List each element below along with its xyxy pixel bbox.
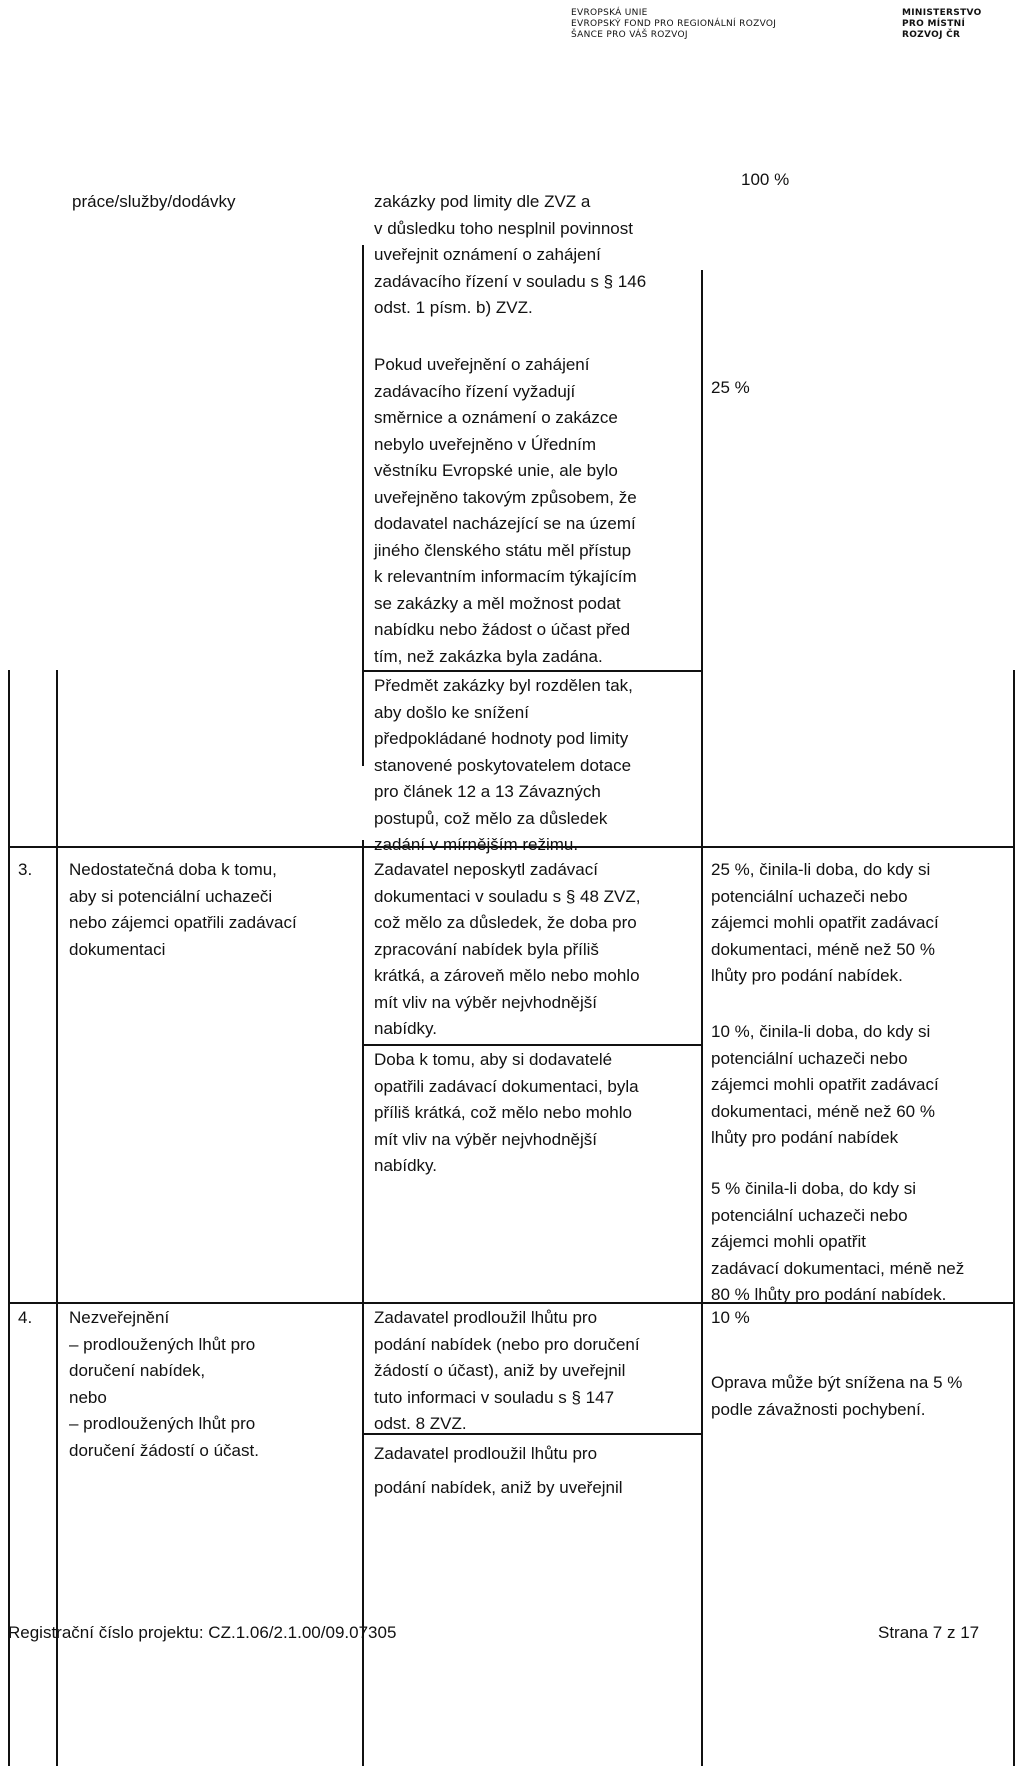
table-border-right — [1013, 670, 1015, 1766]
cell-description: Pokud uveřejnění o zahájení zadávacího řízení vyžadují směrnice a oznámení o zakázce nebylo uveřejněno v Úředním věstníku Evropské unie, ale bylo uveřejněno takovým způsobem, že dodavatel nacházející se na území jiného členského státu měl přístup k relevantním informacím týkajícím se zakázky a měl možnost podat nabídku nebo žádost o účast před tím, než zakázka byla zadána. — [374, 355, 637, 666]
page-number: Strana 7 z 17 — [878, 1623, 980, 1642]
cell-rate: 25 %, činila-li doba, do kdy si potenciální uchazeči nebo zájemci mohli opatřit zadávací dokumentaci, méně než 50 % lhůty pro podání nabídek. — [711, 860, 939, 985]
table-divider-num — [56, 670, 58, 1766]
cell-description: Zadavatel neposkytl zadávací dokumentaci v souladu s § 48 ZVZ, což mělo za důsledek, že doba pro zpracování nabídek byla příliš krátká, a zároveň mělo nebo mohlo mít vliv na výběr nejvhodnější nabídky. — [374, 860, 641, 1038]
cell-description: Předmět zakázky byl rozdělen tak, aby došlo ke snížení předpokládané hodnoty pod limity stanovené poskytovatelem dotace pro článek 12 a 13 Závazných postupů, což mělo za důsledek zadání v mírnějším režimu. — [374, 676, 633, 854]
cell-rate: Oprava může být snížena na 5 % podle závažnosti pochybení. — [711, 1373, 963, 1419]
cell-description: Zadavatel prodloužil lhůtu pro podání nabídek, aniž by uveřejnil — [374, 1444, 623, 1497]
cell-title: Nedostatečná doba k tomu, aby si potenciální uchazeči nebo zájemci opatřili zadávací dokumentaci — [69, 860, 297, 959]
header-ministry-line: PRO MÍSTNÍ — [902, 19, 966, 29]
cell-description: Doba k tomu, aby si dodavatelé opatřili zadávací dokumentaci, byla příliš krátká, což mělo nebo mohlo mít vliv na výběr nejvhodnější nabídky. — [374, 1050, 639, 1175]
header-ministry-line: MINISTERSTVO — [902, 8, 982, 18]
cell-border — [362, 670, 701, 672]
cell-description: zakázky pod limity dle ZVZ a v důsledku toho nesplnil povinnost uveřejnit oznámení o zahájení zadávacího řízení v souladu s § 146 odst. 1 písm. b) ZVZ. — [374, 192, 647, 317]
cell-rate: 10 %, činila-li doba, do kdy si potenciální uchazeči nebo zájemci mohli opatřit zadávací dokumentaci, méně než 60 % lhůty pro podání nabídek — [711, 1022, 939, 1147]
header-slogan-line: ŠANCE PRO VÁŠ ROZVOJ — [571, 30, 688, 40]
header-eu-line: EVROPSKÁ UNIE — [571, 8, 648, 18]
table-divider-desc — [362, 245, 364, 766]
header-eu-logo-text — [571, 8, 776, 41]
row-number: 4. — [18, 1308, 33, 1327]
row-number: 3. — [18, 860, 33, 879]
header-fund-line: EVROPSKÝ FOND PRO REGIONÁLNÍ ROZVOJ — [571, 19, 777, 29]
cell-title: Nezveřejnění – prodloužených lhůt pro doručení nabídek, nebo – prodloužených lhůt pro doručení žádostí o účast. — [69, 1308, 259, 1460]
table-border-left — [8, 670, 10, 1766]
table-divider-rate — [701, 270, 703, 1766]
registration-number: Registrační číslo projektu: CZ.1.06/2.1.00/09.07305 — [8, 1623, 397, 1642]
cell-type: práce/služby/dodávky — [72, 192, 236, 211]
cell-border — [362, 1044, 701, 1046]
cell-description: Zadavatel prodloužil lhůtu pro podání nabídek (nebo pro doručení žádostí o účast), aniž by uveřejnil tuto informaci v souladu s § 147 odst. 8 ZVZ. — [374, 1308, 640, 1433]
cell-rate: 25 % — [711, 378, 750, 397]
cell-rate: 5 % činila-li doba, do kdy si potenciální uchazeči nebo zájemci mohli opatřit zadávací dokumentaci, méně než 80 % lhůty pro podání nabídek. — [711, 1179, 965, 1304]
cell-rate: 10 % — [711, 1308, 750, 1327]
header-ministry-logo-text — [902, 8, 982, 41]
cell-rate: 100 % — [741, 170, 790, 189]
header-ministry-line: ROZVOJ ČR — [902, 30, 961, 40]
